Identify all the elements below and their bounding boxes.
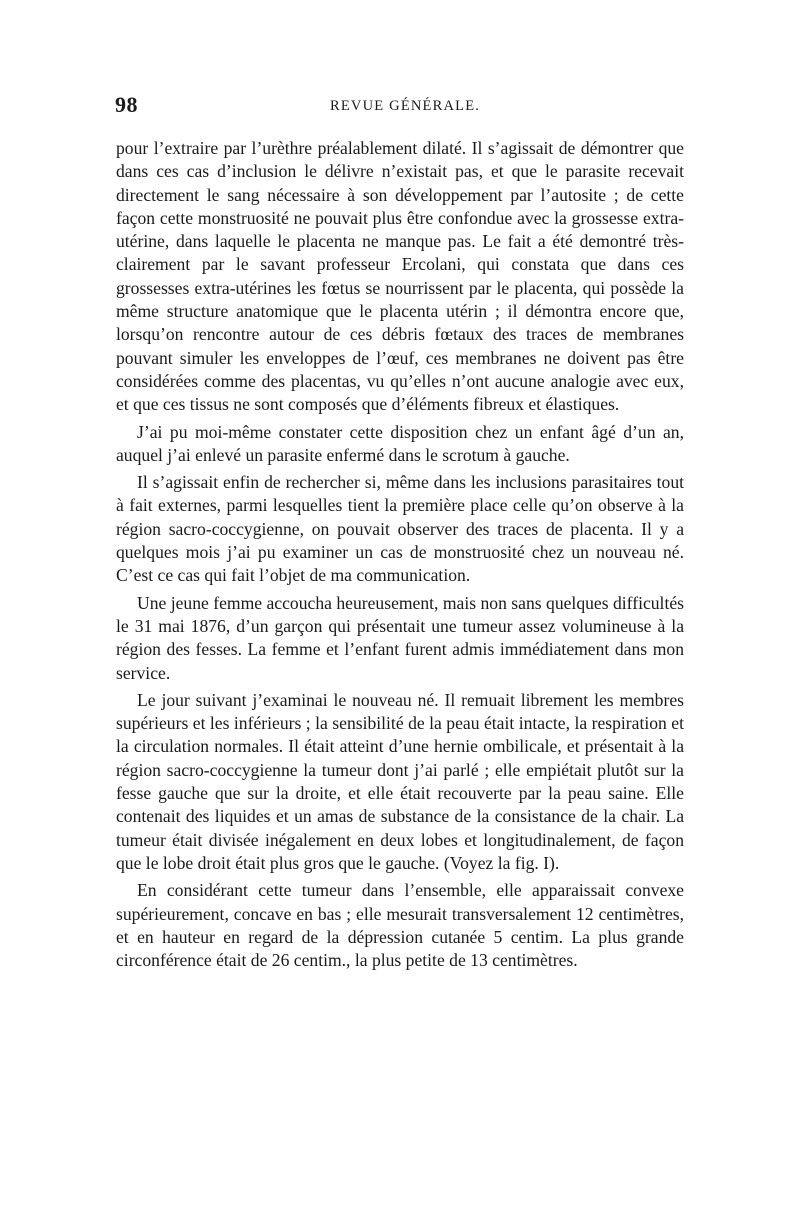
paragraph: Il s’agissait enfin de rechercher si, même dans les inclusions parasitaires tout à fait externes, parmi lesquelles tient la première place celle qu’on observe à la région sacro-coccygienne, on pouvait observer des traces de placenta. Il y a quelques mois j’ai pu examiner un cas de monstruosité chez un nouveau né. C’est ce cas qui fait l’objet de ma communication. (116, 472, 684, 586)
page-number: 98 (115, 92, 138, 117)
paragraph: Le jour suivant j’examinai le nouveau né. Il remuait librement les membres supérieurs et les inférieurs ; la sensibilité de la peau était intacte, la respiration et la circulation normales. Il était atteint d’une hernie ombilicale, et présentait à la région sacro-coccygienne la tumeur dont j’ai parlé ; elle empiétait plutôt sur la fesse gauche que sur la droite, et elle était recouverte par la peau saine. Elle contenait des liquides et un amas de substance de la consistance de la chair. La tumeur était divisée inégalement en deux lobes et longitudinalement, de façon que le lobe droit était plus gros que le gauche. (Voyez la fig. I). (116, 689, 684, 873)
body-text (116, 137, 684, 976)
paragraph-continuation: pour l’extraire par l’urèthre préalablement dilaté. Il s’agissait de démontrer que dans ces cas d’inclusion le délivre n’existait pas, et que le parasite recevait directement le sang nécessaire à son développement par l’autosite ; de cette façon cette monstruosité ne pouvait plus être confondue avec la grossesse extra-utérine, dans laquelle le placenta ne manque pas. Le fait a été demontré très-clairement par le savant professeur Ercolani, qui constata que dans ces grossesses extra-utérines les fœtus se nourrissent par le placenta, qui possède la même structure anatomique que le placenta utérin ; il démontra encore que, lorsqu’on rencontre autour de ces débris fœtaux des traces de membranes pouvant simuler les enveloppes de l’œuf, ces membranes ne doivent pas être considérées comme des placentas, vu qu’elles n’ont aucune analogie avec eux, et que ces tissus ne sont composés que d’éléments fibreux et élastiques. (116, 138, 684, 415)
running-title: REVUE GÉNÉRALE. (330, 98, 481, 114)
paragraph: En considérant cette tumeur dans l’ensemble, elle apparaissait convexe supérieurement, concave en bas ; elle mesurait transversalement 12 centimètres, et en hauteur en regard de la dépression cutanée 5 centim. La plus grande circonférence était de 26 centim., la plus petite de 13 centimètres. (116, 880, 684, 971)
page-header (115, 92, 681, 122)
paragraph: Une jeune femme accoucha heureusement, mais non sans quelques difficultés le 31 mai 1876, d’un garçon qui présentait une tumeur assez volumineuse à la région des fesses. La femme et l’enfant furent admis immédiatement dans mon service. (116, 592, 684, 683)
paragraph: J’ai pu moi-même constater cette disposition chez un enfant âgé d’un an, auquel j’ai enlevé un parasite enfermé dans le scrotum à gauche. (116, 421, 684, 465)
